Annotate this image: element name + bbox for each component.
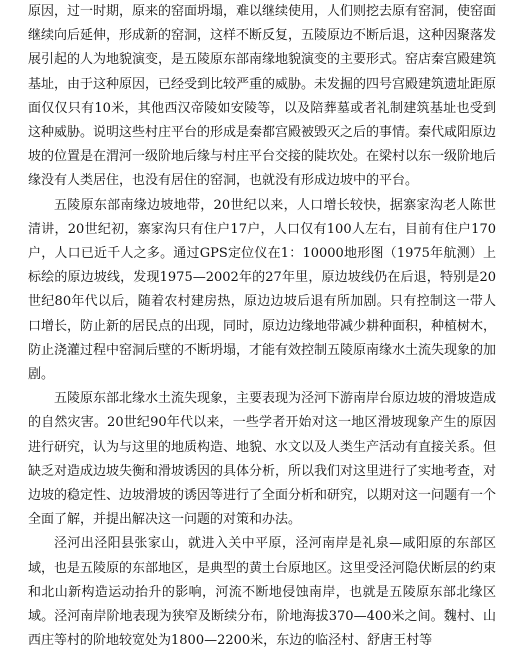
- paragraph-3: 五陵原东部北缘水土流失现象，主要表现为泾河下游南岸台原边坡的滑坡造成的自然灾害。20世纪90年代以来，一些学者开始对这一地区滑坡现象产生的原因进行研究，认为与这里的地质构造、地貌、水文以及人类生产活动有直接关系。但缺乏对造成边坡失衡和滑坡诱因的具体分析，所以我们对这里进行了实地考查，对边坡的稳定性、边坡滑坡的诱因等进行了全面分析和研究，以期对这一问题有一个全面了解，并提出解决这一问题的对策和办法。: [28, 391, 497, 528]
- paragraph-2: 五陵原东部南缘边坡地带，20世纪以来，人口增长较快，据寨家沟老人陈世清讲，20世纪初，寨家沟只有住户17户，人口仅有100人左右，目前有住户170户，人口已近千人之多。通过GPS定位仪在1：10000地形图（1975年航测）上标绘的原边坡线，发现1975—2002年的27年里，原边坡线仍在后退，特别是20世纪80年代以后，随着农村建房热，原边边坡后退有所加剧。只有控制这一带人口增长，防止新的居民点的出现，同时，原边边缘地带减少耕种面积，种植树木，防止浇灌过程中窑洞后壁的不断坍塌，才能有效控制五陵原南缘水土流失现象的加剧。: [28, 197, 497, 383]
- paragraph-1: 原因，过一时期，原来的窑面坍塌，难以继续使用，人们则挖去原有窑洞，使窑面继续向后延伸，形成新的窑洞，这样不断反复，五陵原边不断后退，这种因聚落发展引起的人为地貌演变，是五陵原东部南缘地貌演变的主要形式。窑店秦宫殿建筑基址，由于这种原因，已经受到比较严重的威胁。未发掘的四号宫殿建筑遗址距原面仅仅只有10米，其他西汉帝陵如安陵等，以及陪葬墓或者礼制建筑基址也受到这种威胁。说明这些村庄平台的形成是秦都宫殿被毁灭之后的事情。秦代咸阳原边坡的位置是在渭河一级阶地后缘与村庄平台交接的陡坎处。在梁村以东一级阶地后缘没有人类居住，也没有居住的窑洞，也就没有形成边坡中的平台。: [28, 4, 497, 189]
- paragraph-4: 泾河出泾阳县张家山，就进入关中平原，泾河南岸是礼泉—咸阳原的东部区域，也是五陵原的东部地区，是典型的黄土台原地区。这里受泾河隐伏断层的约束和北山新构造运动抬升的影响，河流不断地侵蚀南岸，也就是五陵原东部北缘区域。泾河南岸阶地表现为狭窄及断续分布，阶地海拔370—400米之间。魏村、山西庄等村的阶地较宽处为1800—2200米，东边的临泾村、舒唐王村等: [28, 536, 497, 649]
- document-page: [28, 0, 496, 653]
